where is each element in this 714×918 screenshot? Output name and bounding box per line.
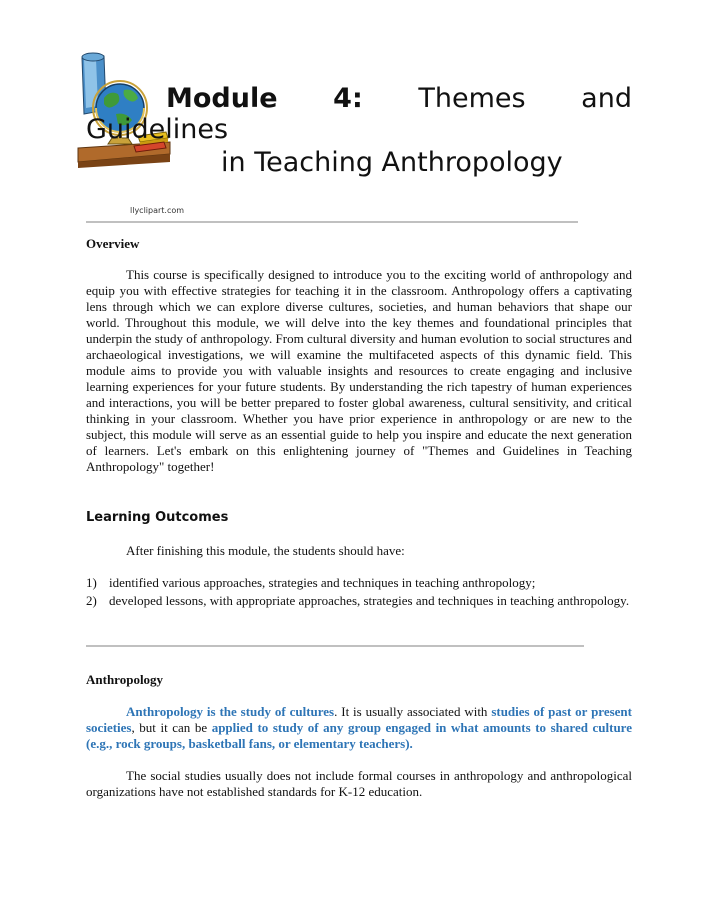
title-module-number: 4: (333, 83, 363, 114)
highlight-shared-culture: applied to study of any group engaged in what amounts to shared culture (e.g., rock groups, basketball fans, or elementary teachers). (86, 720, 632, 751)
image-credit: llyclipart.com (130, 206, 185, 215)
paragraph-text: . It is usually associated with (334, 704, 492, 719)
title-subtitle-line: in Teaching Anthropology (221, 147, 563, 178)
title-themes-word: Themes (418, 83, 526, 114)
page-title (86, 82, 632, 179)
highlight-past-present: studies of past or present societies (86, 704, 632, 735)
list-item (86, 575, 632, 591)
list-item-text: developed lessons, with appropriate approaches, strategies and techniques in teaching anthropology. (109, 593, 630, 608)
list-item-number: 2) (86, 593, 97, 608)
title-module-word: Module (166, 83, 278, 114)
list-item-number: 1) (86, 575, 97, 590)
highlight-definition: Anthropology is the study of cultures (126, 704, 335, 719)
overview-heading: Overview (86, 236, 140, 251)
anthropology-heading: Anthropology (86, 672, 164, 687)
anthropology-definition-paragraph (86, 704, 632, 752)
list-item (86, 593, 632, 609)
title-and-word: and (581, 83, 632, 114)
learning-outcomes-intro: After finishing this module, the students should have: (126, 543, 405, 558)
title-guidelines-word: Guidelines (86, 114, 229, 145)
list-item-text: identified various approaches, strategies and techniques in teaching anthropology; (109, 575, 536, 590)
learning-outcomes-heading: Learning Outcomes (86, 510, 229, 525)
overview-paragraph: This course is specifically designed to introduce you to the exciting world of anthropology and equip you with effective strategies for teaching it in the classroom. Anthropology offers a captivating lens through which we can explore diverse cultures, societies, and human behaviors that shape our world. Throughout this module, we will delve into the key themes and foundational principles that underpin the study of anthropology. From cultural diversity and human evolution to social structures and archaeological investigations, we will examine the multifaceted aspects of this dynamic field. This module aims to provide you with valuable insights and resources to create engaging and inclusive learning experiences for your future students. By understanding the rich tapestry of human experiences and interactions, you will be better prepared to foster global awareness, cultural sensitivity, and critical thinking in your classroom. Whether you have prior experience in anthropology or are new to the subject, this module will serve as an essential guide to help you inspire and educate the next generation of learners. Let's embark on this enlightening journey of "Themes and Guidelines in Teaching Anthropology" together! (86, 267, 632, 474)
divider-middle (86, 645, 584, 647)
learning-outcomes-list (86, 575, 632, 611)
social-studies-paragraph: The social studies usually does not include formal courses in anthropology and anthropological organizations have not established standards for K-12 education. (86, 768, 632, 799)
paragraph-text: , but it can be (131, 720, 212, 735)
divider-top (86, 221, 578, 223)
